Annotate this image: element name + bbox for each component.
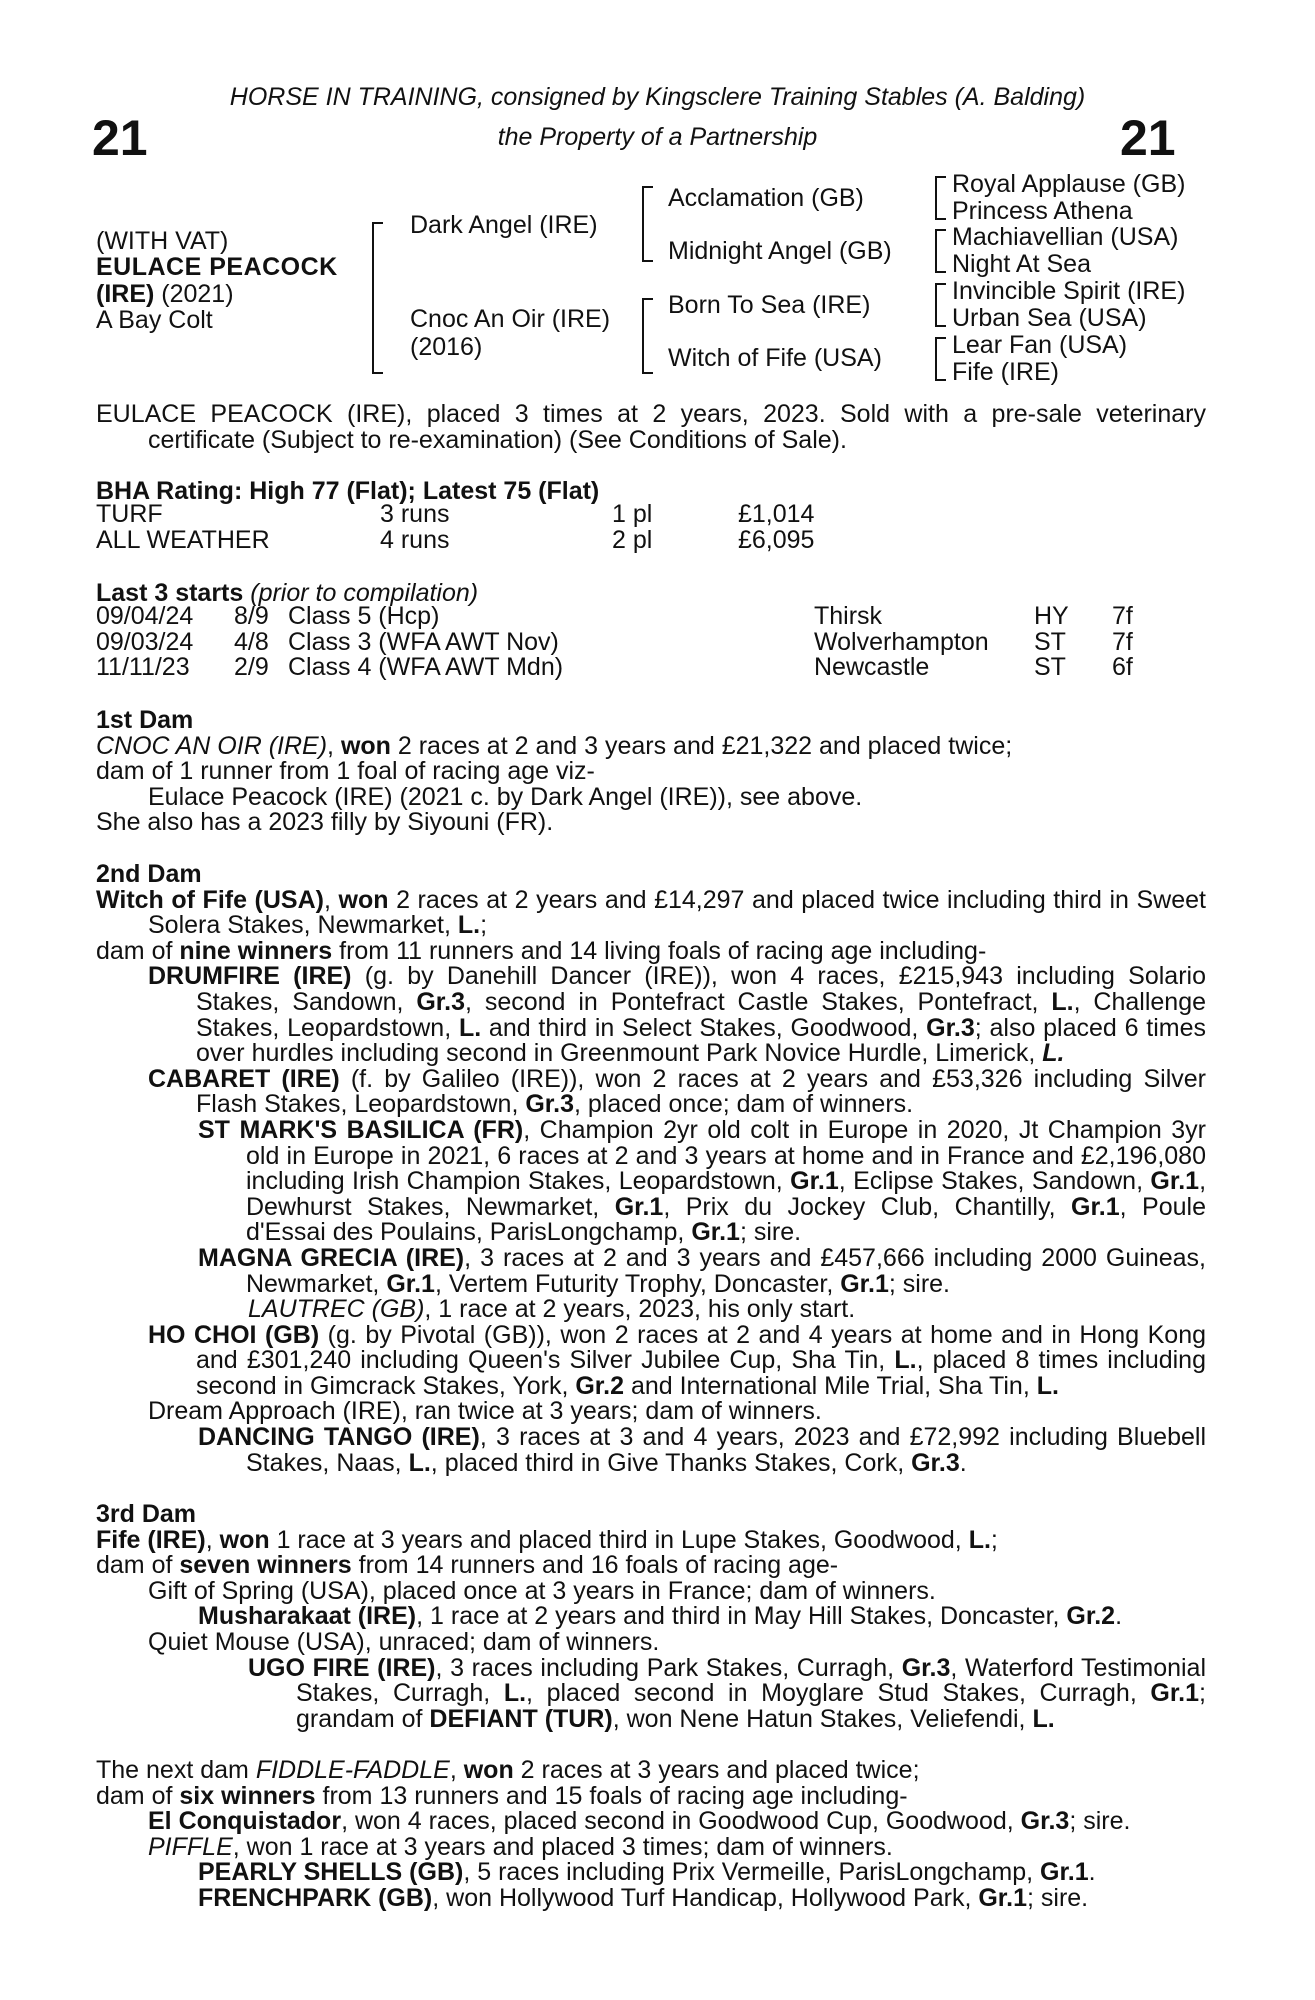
text: and third in Select Stakes, Goodwood, — [481, 1013, 927, 1042]
horse-name: ST MARK'S BASILICA (FR) — [198, 1115, 524, 1144]
brace-dd — [935, 337, 946, 381]
winners-count: nine winners — [179, 936, 333, 965]
text: , placed third in Give Thanks Stakes, Cork, — [430, 1448, 912, 1477]
sire-sire-sire: Royal Applause (GB) — [952, 170, 1186, 198]
sire-dam-sire: Machiavellian (USA) — [952, 223, 1179, 251]
winners-count: six winners — [179, 1781, 316, 1810]
grade-mark: Gr.1 — [1150, 1679, 1200, 1708]
summary-paragraph — [96, 402, 1206, 453]
runs: 4 runs — [380, 525, 450, 554]
text: ; sire. — [739, 1218, 802, 1247]
text: , Poule d'Essai des Poulains, ParisLongchamp, — [246, 1192, 1206, 1247]
text: , Waterford Testimonial Stakes, Curragh, — [296, 1653, 1207, 1708]
horse-name: MAGNA GRECIA (IRE) — [198, 1243, 465, 1272]
prize: £6,095 — [738, 525, 815, 554]
start-course: Wolverhampton — [814, 627, 989, 656]
first-dam-note: She also has a 2023 filly by Siyouni (FR). — [96, 808, 554, 837]
won-label: won — [340, 731, 391, 760]
grade-mark: Gr.1 — [614, 1192, 664, 1221]
record-text: 1 race at 3 years and placed third in Lupe Stakes, Goodwood, — [269, 1525, 969, 1554]
brace-ds — [935, 283, 946, 327]
start-distance: 7f — [1112, 602, 1133, 630]
last-starts-note: (prior to compilation) — [243, 579, 479, 607]
dam-sire-sire: Invincible Spirit (IRE) — [952, 277, 1186, 305]
table-row — [96, 528, 814, 554]
produce-magna-grecia — [96, 1243, 1206, 1298]
start-course: Newcastle — [814, 653, 930, 682]
surface: ALL WEATHER — [96, 525, 270, 554]
produce-ugo-fire — [96, 1653, 1207, 1733]
text: , Challenge Stakes, Leopardstown, — [196, 987, 1206, 1042]
dam-sire: Born To Sea (IRE) — [668, 291, 871, 319]
horse-name: HO CHOI (GB) — [148, 1320, 320, 1349]
dam-name: Fife (IRE) — [96, 1525, 206, 1554]
text: . — [959, 1448, 967, 1477]
text: , 3 races including Park Stakes, Curragh, — [435, 1653, 902, 1682]
grade-mark: Gr.3 — [1020, 1807, 1070, 1836]
next-dam-produce — [96, 1781, 1206, 1810]
listed-mark: L. — [1032, 1704, 1055, 1733]
sire-dam-brace — [372, 222, 383, 374]
first-dam-heading: 1st Dam — [96, 706, 194, 734]
horse-name: EULACE PEACOCK — [96, 253, 338, 281]
text: dam of — [96, 936, 180, 965]
surface: TURF — [96, 500, 163, 528]
sire-parents-brace — [642, 186, 653, 262]
table-row — [96, 655, 1133, 681]
grade-mark: Gr.2 — [1066, 1602, 1116, 1631]
grade-mark: Gr.3 — [926, 1013, 975, 1042]
placed: 2 pl — [612, 525, 653, 554]
text: (f. by Galileo (IRE)), won 2 races at 2 years and £53,326 including Silver Flash Stakes, Leopardstown, — [196, 1064, 1206, 1119]
produce-el-conquistador — [96, 1809, 1206, 1835]
text: , won Hollywood Turf Handicap, Hollywood Park, — [432, 1883, 979, 1912]
table-row — [96, 630, 1133, 656]
produce-frenchpark — [96, 1883, 1206, 1912]
text: , placed second in Moyglare Stud Stakes, Curragh, — [526, 1679, 1151, 1708]
horse-name: CABARET (IRE) — [148, 1064, 340, 1093]
listed-mark: L. — [1042, 1039, 1065, 1068]
horse-name: PIFFLE — [148, 1832, 233, 1861]
text: , won 1 race at 3 years and placed 3 times; dam of winners. — [232, 1832, 893, 1861]
listed-mark: L. — [457, 911, 481, 940]
start-distance: 7f — [1112, 627, 1133, 656]
dam-parents-brace — [642, 298, 653, 374]
horse-name: PEARLY SHELLS (GB) — [198, 1858, 464, 1887]
table-row — [96, 604, 1133, 630]
text: , Vertem Futurity Trophy, Doncaster, — [434, 1269, 841, 1298]
dam-dam-dam: Fife (IRE) — [952, 358, 1059, 386]
last-starts-title: Last 3 starts — [96, 579, 244, 607]
record-text: 2 races at 2 years and £14,297 and placed twice including third in Sweet Solera Stakes, Newmarket, — [148, 885, 1206, 940]
produce-pearly-shells — [96, 1860, 1206, 1886]
text: . — [1115, 1602, 1123, 1631]
text: ; grandam of — [296, 1679, 1206, 1733]
horse-origin-year — [96, 281, 234, 308]
listed-mark: L. — [968, 1525, 991, 1554]
won-label: won — [338, 885, 389, 914]
grade-mark: Gr.1 — [691, 1218, 740, 1247]
start-going: ST — [1034, 653, 1066, 682]
lot-number-right: 21 — [1120, 110, 1176, 166]
horse-country: (IRE) — [96, 280, 155, 308]
text: , Prix du Jockey Club, Chantilly, — [663, 1192, 1071, 1221]
produce-piffle — [96, 1832, 1206, 1861]
dam-sire-dam: Urban Sea (USA) — [952, 304, 1147, 332]
text: ; sire. — [888, 1269, 950, 1298]
produce-lautrec — [96, 1297, 1206, 1323]
listed-mark: L. — [503, 1679, 527, 1708]
text: ; also placed 6 times over hurdles including second in Greenmount Park Novice Hurdle, Limerick, — [196, 1013, 1206, 1068]
horse-year: (2021) — [154, 280, 234, 308]
text: , won 4 races, placed second in Goodwood Cup, Goodwood, — [341, 1807, 1021, 1836]
first-dam-record: CNOC AN OIR (IRE), won 2 races at 2 and 3 years and £21,322 and placed twice; — [96, 731, 1013, 760]
dam-name: Witch of Fife (USA) — [96, 885, 324, 914]
start-date: 09/04/24 — [96, 602, 194, 630]
produce-gift-of-spring: Gift of Spring (USA), placed once at 3 years in France; dam of winners. — [148, 1576, 936, 1605]
grade-mark: Gr.1 — [386, 1269, 435, 1298]
runs: 3 runs — [380, 500, 450, 528]
record-text: 2 races at 3 years and placed twice; — [513, 1756, 920, 1784]
text: , 5 races including Prix Vermeille, ParisLongchamp, — [463, 1858, 1040, 1887]
horse-name: DANCING TANGO (IRE) — [198, 1423, 480, 1452]
placed: 1 pl — [612, 500, 653, 528]
text: from 13 runners and 15 foals of racing age including- — [315, 1781, 908, 1810]
start-race: Class 3 (WFA AWT Nov) — [288, 627, 559, 656]
grade-mark: Gr.1 — [1071, 1192, 1120, 1221]
horse-name: El Conquistador — [148, 1807, 342, 1836]
first-dam-produce: dam of 1 runner from 1 foal of racing age viz- — [96, 757, 595, 786]
text: . — [1088, 1858, 1096, 1887]
won-label: won — [219, 1525, 270, 1554]
start-date: 09/03/24 — [96, 627, 194, 656]
text: (g. by Danehill Dancer (IRE)), won 4 races, £215,943 including Solario Stakes, Sandown, — [196, 962, 1206, 1016]
produce-dream-approach: Dream Approach (IRE), ran twice at 3 years; dam of winners. — [148, 1397, 822, 1426]
start-position: 4/8 — [234, 627, 269, 656]
text: dam of — [96, 1551, 180, 1580]
listed-mark: L. — [1036, 1371, 1059, 1400]
bha-rating: BHA Rating: High 77 (Flat); Latest 75 (Flat) — [96, 477, 600, 505]
sire: Dark Angel (IRE) — [410, 211, 598, 239]
won-label: won — [463, 1756, 514, 1784]
sire-dam: Midnight Angel (GB) — [668, 237, 892, 265]
dam-dam: Witch of Fife (USA) — [668, 344, 882, 372]
consignor-line: HORSE IN TRAINING, consigned by Kingsclere Training Stables (A. Balding) — [229, 83, 1086, 111]
text: The next dam — [96, 1756, 256, 1784]
start-race: Class 5 (Hcp) — [288, 602, 440, 630]
property-line: the Property of a Partnership — [497, 123, 818, 151]
table-row — [96, 502, 814, 528]
sep: ; — [990, 1525, 998, 1554]
text: ; sire. — [1027, 1883, 1089, 1912]
sep: ; — [480, 911, 488, 940]
listed-mark: L. — [1051, 987, 1074, 1016]
horse-name: FRENCHPARK (GB) — [198, 1883, 433, 1912]
produce-quiet-mouse: Quiet Mouse (USA), unraced; dam of winners. — [148, 1627, 660, 1656]
grade-mark: Gr.2 — [575, 1371, 624, 1400]
produce-ho-choi — [96, 1320, 1207, 1400]
dam: Cnoc An Oir (IRE) — [410, 305, 611, 333]
third-dam-produce — [96, 1553, 1206, 1579]
dam-year: (2016) — [410, 333, 483, 361]
start-position: 8/9 — [234, 602, 269, 630]
start-distance: 6f — [1112, 653, 1133, 682]
dam-dam-sire: Lear Fan (USA) — [952, 331, 1128, 359]
horse-name: LAUTREC (GB) — [248, 1295, 425, 1324]
text: , Dewhurst Stakes, Newmarket, — [246, 1167, 1207, 1221]
winners-count: seven winners — [179, 1551, 352, 1580]
grade-mark: Gr.1 — [790, 1167, 839, 1196]
sep: , — [449, 1756, 464, 1784]
produce-cabaret — [96, 1064, 1206, 1119]
text: ; sire. — [1069, 1807, 1131, 1836]
grade-mark: Gr.3 — [525, 1090, 575, 1119]
sire-dam-dam: Night At Sea — [952, 250, 1091, 278]
vat-note: (WITH VAT) — [96, 227, 229, 255]
text: , 3 races at 3 and 4 years, 2023 and £72,992 including Bluebell Stakes, Naas, — [246, 1423, 1207, 1477]
text: , placed 8 times including second in Gimcrack Stakes, York, — [196, 1346, 1206, 1400]
produce-dancing-tango — [96, 1425, 1206, 1476]
listed-mark: L. — [458, 1013, 482, 1042]
second-dam-section — [96, 862, 1206, 1476]
text: , 1 race at 2 years, 2023, his only start. — [424, 1295, 856, 1324]
text: , 1 race at 2 years and third in May Hill Stakes, Doncaster, — [416, 1602, 1067, 1631]
horse-name: Musharakaat (IRE) — [198, 1602, 417, 1631]
grade-mark: Gr.3 — [901, 1653, 951, 1682]
horse-name: DRUMFIRE (IRE) — [148, 962, 352, 991]
sire-sire-dam: Princess Athena — [952, 197, 1133, 225]
text: and International Mile Trial, Sha Tin, — [624, 1371, 1037, 1400]
third-dam-section — [96, 1502, 1206, 1732]
grade-mark: Gr.1 — [1150, 1167, 1200, 1196]
text: from 11 runners and 14 living foals of racing age including- — [332, 936, 987, 965]
start-going: ST — [1034, 627, 1066, 656]
text: , won Nene Hatun Stakes, Veliefendi, — [612, 1704, 1033, 1733]
sep: , — [205, 1525, 220, 1554]
grade-mark: Gr.1 — [840, 1269, 889, 1298]
prize: £1,014 — [738, 500, 815, 528]
sep: , — [324, 885, 339, 914]
record-text: 2 races at 2 and 3 years and £21,322 and placed twice; — [390, 731, 1013, 760]
dam-name: CNOC AN OIR (IRE) — [96, 731, 328, 760]
start-course: Thirsk — [814, 602, 883, 630]
listed-mark: L. — [894, 1346, 917, 1375]
start-date: 11/11/23 — [96, 653, 190, 682]
last-starts-table — [96, 604, 1133, 681]
sire-sire: Acclamation (GB) — [668, 184, 864, 212]
summary-text: EULACE PEACOCK (IRE), placed 3 times at 2 years, 2023. Sold with a pre-sale veterinary certificate (Subject to re-examination) (See Conditions of Sale). — [96, 400, 1206, 454]
horse-description: A Bay Colt — [96, 306, 213, 334]
horse-name: UGO FIRE (IRE) — [248, 1653, 436, 1682]
second-dam-record — [96, 885, 1206, 940]
horse-name: DEFIANT (TUR) — [429, 1704, 613, 1733]
start-going: HY — [1034, 602, 1069, 630]
text: , Eclipse Stakes, Sandown, — [838, 1167, 1151, 1196]
dam-name: FIDDLE-FADDLE — [255, 1756, 450, 1784]
first-dam-section — [96, 708, 1206, 836]
produce-st-marks-basilica — [96, 1115, 1207, 1247]
racing-record-table — [96, 502, 814, 553]
text: dam of — [96, 1781, 180, 1810]
third-dam-record — [96, 1525, 1206, 1554]
text: , second in Pontefract Castle Stakes, Pontefract, — [465, 987, 1052, 1016]
produce-musharakaat — [96, 1604, 1206, 1630]
grade-mark: Gr.1 — [978, 1883, 1027, 1912]
grade-mark: Gr.1 — [1040, 1858, 1089, 1887]
grade-mark: Gr.3 — [911, 1448, 960, 1477]
brace-ss — [935, 176, 946, 220]
text: from 14 runners and 16 foals of racing age- — [351, 1551, 839, 1580]
start-race: Class 4 (WFA AWT Mdn) — [288, 653, 564, 682]
text: (g. by Pivotal (GB)), won 2 races at 2 and 4 years at home and in Hong Kong and £301,240 including Queen's Silver Jubilee Cup, Sha Tin, — [196, 1320, 1207, 1375]
next-dam-section — [96, 1758, 1206, 1912]
start-position: 2/9 — [234, 653, 269, 682]
third-dam-heading: 3rd Dam — [96, 1500, 197, 1528]
grade-mark: Gr.3 — [416, 987, 466, 1016]
second-dam-heading: 2nd Dam — [96, 860, 202, 888]
text: , Champion 2yr old colt in Europe in 2020, Jt Champion 3yr old in Europe in 2021, 6 races at 2 and 3 years at home and in France and £2,196,080 including Irish Champion Stakes, Leopardstown, — [246, 1115, 1206, 1196]
second-dam-produce — [96, 936, 1206, 965]
listed-mark: L. — [408, 1448, 431, 1477]
next-dam-record — [96, 1758, 1206, 1784]
text: , 3 races at 2 and 3 years and £457,666 including 2000 Guineas, Newmarket, — [246, 1243, 1206, 1298]
first-dam-foal: Eulace Peacock (IRE) (2021 c. by Dark Angel (IRE)), see above. — [148, 782, 863, 811]
lot-number-left: 21 — [92, 110, 148, 166]
brace-sd — [935, 229, 946, 273]
text: , placed once; dam of winners. — [574, 1090, 914, 1119]
produce-drumfire — [96, 964, 1206, 1066]
